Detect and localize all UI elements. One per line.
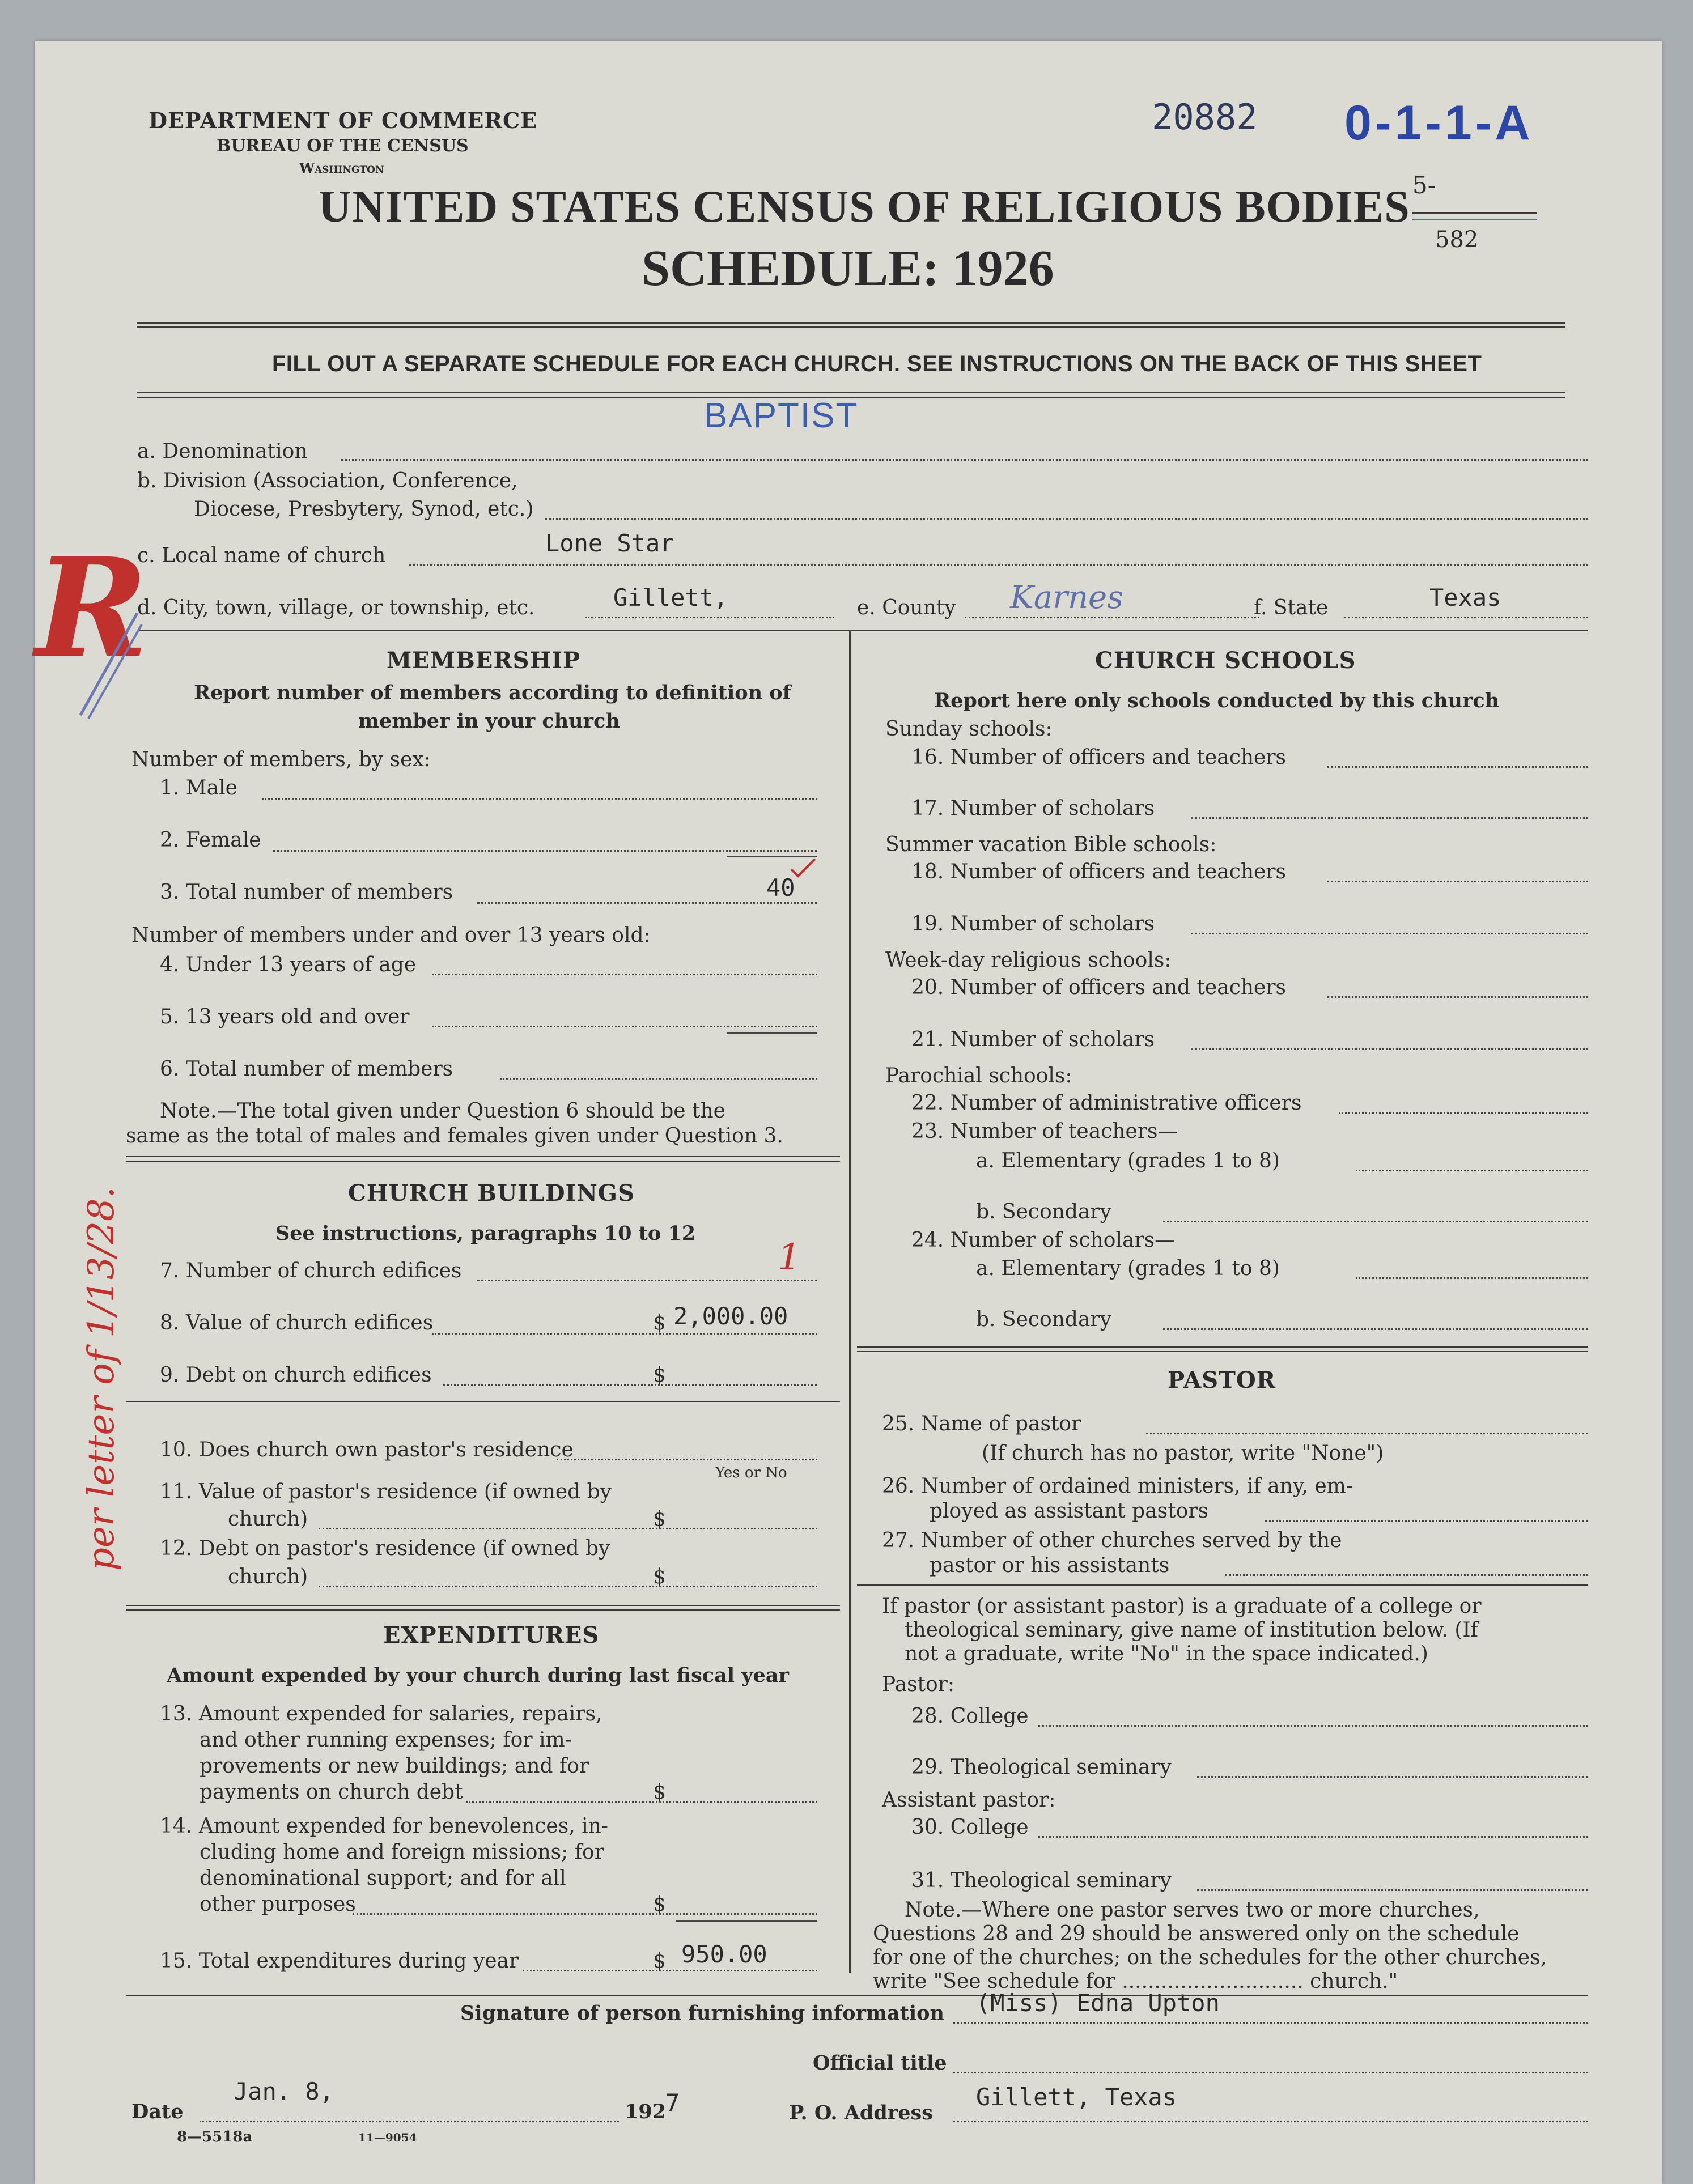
city-value: Gillett, (613, 584, 728, 611)
q19-label: 19. Number of scholars (911, 912, 1155, 936)
q1-line (262, 798, 817, 800)
fraction-bar-2 (1412, 219, 1537, 220)
q25-line (1146, 1433, 1588, 1434)
state-label: f. State (1254, 596, 1329, 619)
membership-instr-1: Report number of members according to definition of (194, 681, 791, 704)
q5-line (432, 1026, 817, 1027)
stamp-code: 0-1-1-A (1344, 96, 1534, 150)
state-line (1344, 617, 1588, 618)
q13-label-1: 13. Amount expended for salaries, repairs, (160, 1702, 602, 1726)
q19-line (1191, 933, 1588, 934)
buildings-title: CHURCH BUILDINGS (348, 1180, 635, 1206)
q31-line (1197, 1889, 1588, 1891)
census-schedule-sheet (35, 41, 1662, 2184)
q2-label: 2. Female (160, 828, 261, 852)
q5-sum-rule (727, 1032, 817, 1034)
po-address-value: Gillett, Texas (976, 2083, 1177, 2111)
q24b-label: b. Secondary (976, 1308, 1111, 1331)
q9-dollar: $ (653, 1363, 666, 1387)
year-prefix: 192 (625, 2100, 667, 2123)
q14-sum-rule (676, 1920, 817, 1922)
q17-label: 17. Number of scholars (911, 797, 1155, 820)
margin-note: per letter of 1/13/28. (80, 1187, 122, 1571)
q15-label: 15. Total expenditures during year (160, 1949, 519, 1973)
q6-label: 6. Total number of members (160, 1057, 453, 1081)
q13-label-4: payments on church debt (200, 1781, 463, 1804)
division-line (545, 518, 1588, 520)
review-r-mark: R (35, 528, 148, 688)
fraction-bottom: 582 (1435, 227, 1479, 253)
schools-bottom-rule2 (857, 1351, 1588, 1352)
grad-instr-3: not a graduate, write "No" in the space indicated.) (905, 1642, 1428, 1665)
q26-line (1265, 1520, 1588, 1522)
q26-label-2: ployed as assistant pastors (930, 1499, 1208, 1523)
q15-dollar: $ (653, 1949, 666, 1973)
q25-label: 25. Name of pastor (882, 1412, 1081, 1435)
date-label: Date (131, 2100, 184, 2123)
q3-line (477, 902, 817, 904)
membership-bottom-rule2 (126, 1161, 840, 1162)
city-line (585, 617, 834, 618)
year-suffix: 7 (665, 2089, 680, 2117)
q27-line (1225, 1574, 1588, 1576)
q3-value: 40 (766, 874, 795, 902)
pastor-sub-label: Pastor: (882, 1673, 955, 1696)
q24-label: 24. Number of scholars— (911, 1229, 1176, 1252)
po-address-line (953, 2121, 1588, 2122)
q20-line (1327, 996, 1588, 998)
q29-line (1197, 1776, 1588, 1778)
q16-label: 16. Number of officers and teachers (911, 746, 1287, 769)
q10-label: 10. Does church own pastor's residence (160, 1438, 574, 1461)
q23a-line (1356, 1170, 1588, 1171)
pastor-mid-rule (857, 1584, 1588, 1586)
q16-line (1327, 766, 1588, 768)
buildings-mid-rule (126, 1401, 840, 1402)
division-label-1: b. Division (Association, Conference, (137, 469, 518, 492)
denomination-value: BAPTIST (704, 396, 859, 435)
membership-note-1: Note.—The total given under Question 6 should be the (160, 1099, 725, 1123)
dept-label: DEPARTMENT OF COMMERCE (148, 108, 538, 133)
fraction-bar (1412, 212, 1537, 214)
q11-label-2: church) (228, 1507, 308, 1531)
q26-label-1: 26. Number of ordained ministers, if any, em- (882, 1475, 1353, 1498)
weekday-label: Week-day religious schools: (885, 949, 1172, 972)
po-address-label: P. O. Address (789, 2101, 933, 2124)
signature-label: Signature of person furnishing information (460, 2002, 944, 2025)
print-number: 11—9054 (358, 2131, 417, 2144)
q20-label: 20. Number of officers and teachers (911, 976, 1287, 999)
city-label-field: d. City, town, village, or township, etc. (137, 596, 535, 619)
pastor-title: PASTOR (1168, 1367, 1276, 1393)
bureau-label: BUREAU OF THE CENSUS (217, 136, 469, 156)
buildings-instr: See instructions, paragraphs 10 to 12 (275, 1222, 696, 1245)
q25-note: (If church has no pastor, write "None") (982, 1442, 1384, 1465)
q12-line (319, 1586, 817, 1587)
q11-label-1: 11. Value of pastor's residence (if owned by (160, 1480, 612, 1503)
q12-label-1: 12. Debt on pastor's residence (if owned by (160, 1537, 610, 1560)
q12-label-2: church) (228, 1565, 308, 1588)
q29-label: 29. Theological seminary (911, 1756, 1172, 1779)
q31-label: 31. Theological seminary (911, 1869, 1172, 1892)
header-rule-bottom (137, 392, 1565, 393)
q17-line (1191, 817, 1588, 819)
membership-note-2: same as the total of males and females given under Question 3. (126, 1124, 783, 1148)
under-over-label: Number of members under and over 13 years old: (131, 924, 651, 947)
pastor-note-1: Note.—Where one pastor serves two or more churches, (905, 1898, 1480, 1922)
official-title-line (953, 2072, 1588, 2073)
q23b-label: b. Secondary (976, 1200, 1111, 1223)
state-value: Texas (1429, 584, 1501, 611)
division-label-2: Diocese, Presbytery, Synod, etc.) (194, 498, 534, 521)
q13-dollar: $ (653, 1781, 666, 1804)
q28-label: 28. College (911, 1705, 1029, 1728)
q8-dollar: $ (653, 1311, 666, 1335)
parochial-label: Parochial schools: (885, 1064, 1072, 1087)
q22-line (1339, 1112, 1588, 1114)
q30-line (1038, 1836, 1588, 1838)
membership-title: MEMBERSHIP (387, 647, 581, 674)
grad-instr-1: If pastor (or assistant pastor) is a graduate of a college or (882, 1595, 1482, 1618)
q7-line (477, 1280, 817, 1281)
grad-instr-2: theological seminary, give name of institution below. (If (905, 1618, 1478, 1642)
q14-dollar: $ (653, 1893, 666, 1916)
schools-title: CHURCH SCHOOLS (1095, 647, 1356, 674)
q10-line (557, 1459, 817, 1460)
buildings-bottom-rule2 (126, 1609, 840, 1611)
q15-line (523, 1970, 817, 1971)
members-by-sex-label: Number of members, by sex: (131, 748, 431, 771)
header-rule-top (137, 322, 1565, 324)
q12-dollar: $ (653, 1565, 666, 1588)
buildings-bottom-rule (126, 1605, 840, 1606)
expenditures-instr: Amount expended by your church during last fiscal year (167, 1664, 789, 1687)
fill-out-instruction: FILL OUT A SEPARATE SCHEDULE FOR EACH CHURCH. SEE INSTRUCTIONS ON THE BACK OF THIS SHEET (272, 351, 1482, 376)
q23-label: 23. Number of teachers— (911, 1120, 1178, 1143)
q11-line (319, 1528, 817, 1529)
q21-label: 21. Number of scholars (911, 1028, 1155, 1051)
church-name-value: Lone Star (545, 529, 674, 557)
q14-label-2: cluding home and foreign missions; for (200, 1841, 604, 1864)
city-label: Washington (299, 160, 384, 176)
q14-line (353, 1913, 817, 1915)
q5-label: 5. 13 years old and over (160, 1005, 410, 1029)
q22-label: 22. Number of administrative officers (911, 1091, 1302, 1115)
column-divider (849, 630, 851, 1973)
county-label: e. County (857, 596, 956, 619)
q27-label-1: 27. Number of other churches served by the (882, 1529, 1342, 1552)
header-rule-top2 (137, 326, 1565, 328)
q8-line (432, 1333, 817, 1335)
q7-label: 7. Number of church edifices (160, 1259, 462, 1282)
schools-instr: Report here only schools conducted by this church (934, 689, 1500, 712)
date-line (200, 2121, 619, 2122)
denomination-label: a. Denomination (137, 440, 308, 463)
schedule-title: SCHEDULE: 1926 (642, 240, 1054, 296)
q6-line (500, 1078, 817, 1080)
q9-label: 9. Debt on church edifices (160, 1363, 432, 1387)
q30-label: 30. College (911, 1816, 1029, 1839)
church-name-line (409, 564, 1588, 566)
q3-label: 3. Total number of members (160, 881, 453, 904)
church-name-label: c. Local name of church (137, 544, 386, 567)
q13-label-3: provements or new buildings; and for (200, 1754, 589, 1778)
signature-value: (Miss) Edna Upton (976, 1989, 1220, 2017)
pastor-note-4: write "See schedule for ............................ church." (873, 1970, 1398, 1993)
q14-label-1: 14. Amount expended for benevolences, in- (160, 1815, 608, 1838)
q8-value: 2,000.00 (673, 1302, 788, 1330)
schools-bottom-rule (857, 1346, 1588, 1348)
official-title-label: Official title (813, 2051, 947, 2075)
q18-label: 18. Number of officers and teachers (911, 860, 1287, 883)
stamp-number: 20882 (1152, 96, 1258, 138)
q8-label: 8. Value of church edifices (160, 1311, 434, 1335)
q15-value: 950.00 (681, 1940, 767, 1968)
q21-line (1191, 1048, 1588, 1050)
expenditures-title: EXPENDITURES (383, 1622, 600, 1648)
q24b-line (1163, 1328, 1588, 1330)
q24a-label: a. Elementary (grades 1 to 8) (976, 1257, 1280, 1280)
q14-label-4: other purposes (200, 1893, 356, 1916)
q1-label: 1. Male (160, 776, 237, 800)
q13-label-2: and other running expenses; for im- (200, 1728, 572, 1752)
footer-top-rule (126, 1995, 1588, 1996)
q28-line (1038, 1725, 1588, 1727)
membership-instr-2: member in your church (358, 709, 620, 733)
review-slash-icon (75, 607, 143, 721)
q11-dollar: $ (653, 1507, 666, 1531)
q13-line (466, 1801, 817, 1803)
q9-line (443, 1384, 817, 1386)
q18-line (1327, 881, 1588, 882)
q23a-label: a. Elementary (grades 1 to 8) (976, 1149, 1280, 1172)
county-value: Karnes (1010, 579, 1123, 616)
asst-pastor-label: Assistant pastor: (882, 1788, 1056, 1812)
q27-label-2: pastor or his assistants (930, 1554, 1170, 1577)
summer-label: Summer vacation Bible schools: (885, 833, 1217, 856)
signature-line (953, 2022, 1588, 2024)
fraction-top: 5- (1412, 171, 1436, 199)
form-title: UNITED STATES CENSUS OF RELIGIOUS BODIES (319, 182, 1410, 232)
q2-line (273, 850, 817, 852)
q24a-line (1356, 1277, 1588, 1279)
form-number: 8—5518a (177, 2128, 253, 2145)
sunday-label: Sunday schools: (885, 717, 1053, 741)
q7-value: 1 (778, 1237, 801, 1278)
q4-label: 4. Under 13 years of age (160, 953, 417, 976)
q23b-line (1163, 1221, 1588, 1222)
ident-bottom-rule (137, 630, 1588, 631)
q14-label-3: denominational support; and for all (200, 1867, 566, 1890)
pastor-note-3: for one of the churches; on the schedules for the other churches, (873, 1946, 1547, 1969)
q4-line (432, 974, 817, 975)
yes-no-hint: Yes or No (715, 1464, 787, 1481)
date-value: Jan. 8, (234, 2077, 334, 2105)
denomination-line (341, 459, 1588, 461)
membership-bottom-rule (126, 1156, 840, 1157)
pastor-note-2: Questions 28 and 29 should be answered only on the schedule (873, 1922, 1520, 1945)
county-line (965, 617, 1259, 618)
